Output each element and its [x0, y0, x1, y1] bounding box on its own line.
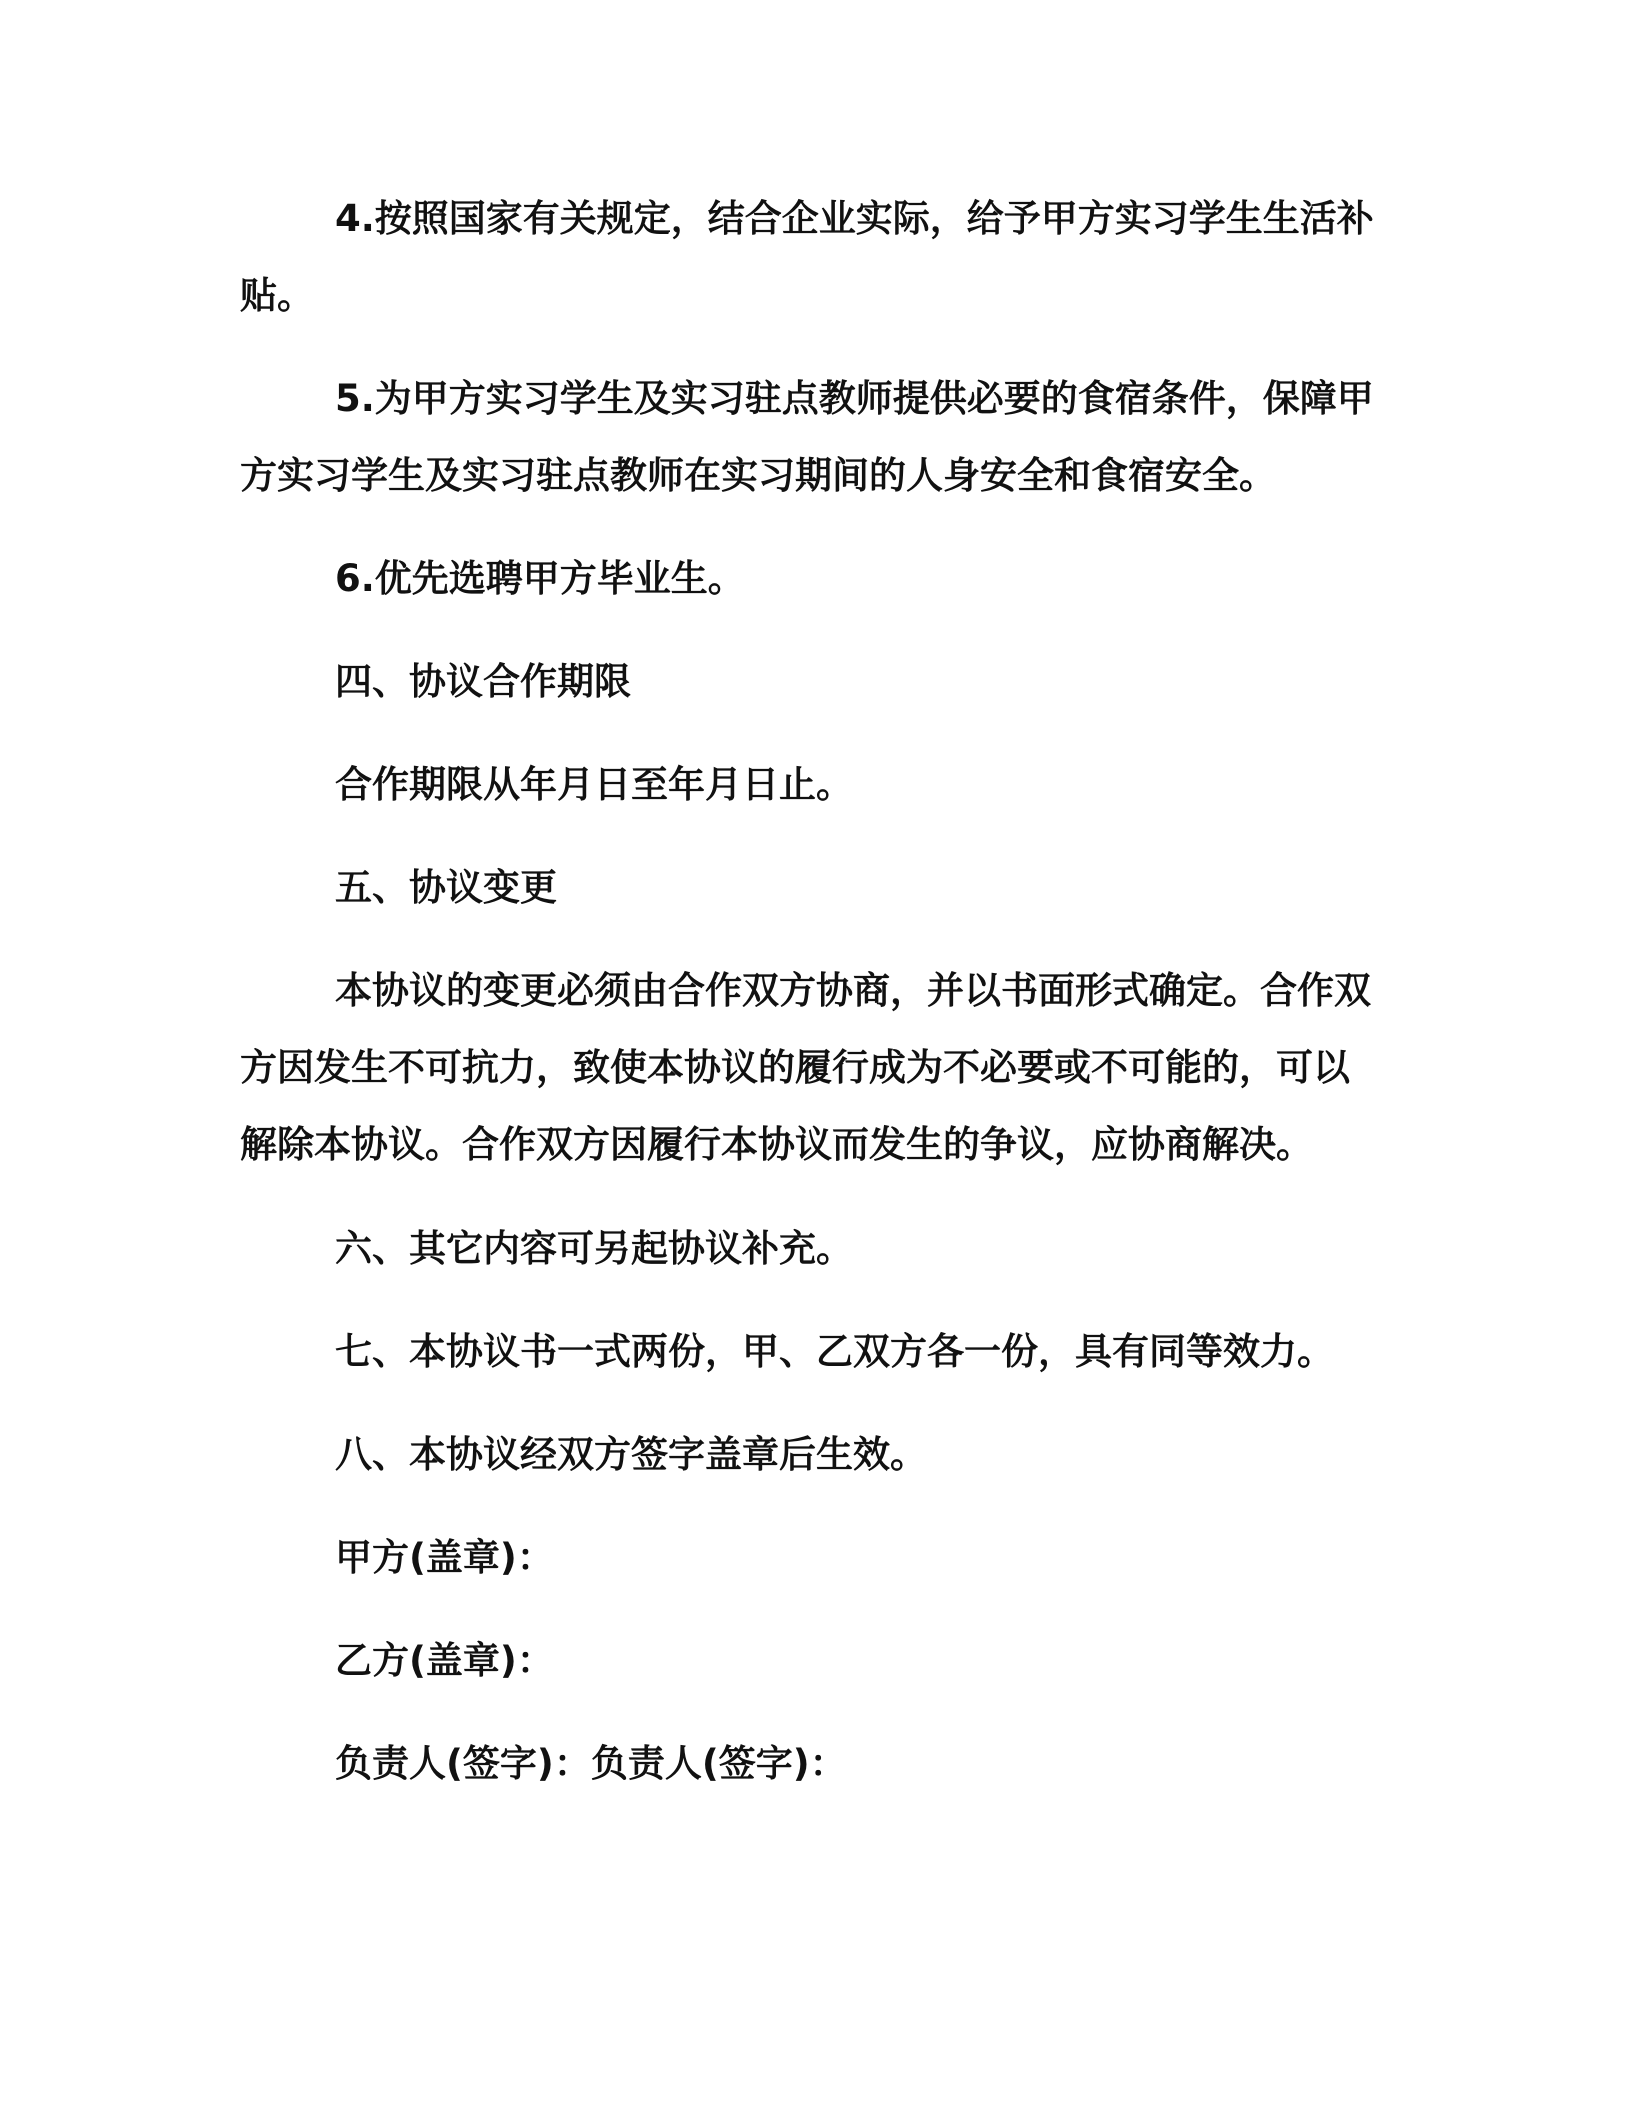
- signature-responsible-persons: 负责人(签字)：负责人(签字)：: [335, 1742, 847, 1785]
- paragraph-hiring: 6.优先选聘甲方毕业生。: [335, 557, 745, 600]
- heading-agreement-change: 五、协议变更: [335, 866, 557, 909]
- paragraph-subsidy: 4.按照国家有关规定，结合企业实际，给予甲方实习学生生活补贴。: [240, 197, 1374, 317]
- paragraph-copies: 七、本协议书一式两份，甲、乙双方各一份，具有同等效力。: [335, 1330, 1334, 1373]
- paragraph-supplement: 六、其它内容可另起协议补充。: [335, 1227, 853, 1270]
- paragraph-effective: 八、本协议经双方签字盖章后生效。: [335, 1433, 927, 1476]
- paragraph-accommodation: 5.为甲方实习学生及实习驻点教师提供必要的食宿条件，保障甲方实习学生及实习驻点教师在实习期间的人身安全和食宿安全。: [240, 377, 1374, 497]
- signature-party-b: 乙方(盖章)：: [335, 1639, 554, 1682]
- paragraph-change-terms: 本协议的变更必须由合作双方协商，并以书面形式确定。合作双方因发生不可抗力，致使本协议的履行成为不必要或不可能的，可以解除本协议。合作双方因履行本协议而发生的争议，应协商解决。: [240, 969, 1371, 1166]
- signature-party-a: 甲方(盖章)：: [335, 1536, 554, 1579]
- paragraph-period: 合作期限从年月日至年月日止。: [335, 763, 853, 806]
- heading-cooperation-period: 四、协议合作期限: [335, 660, 631, 703]
